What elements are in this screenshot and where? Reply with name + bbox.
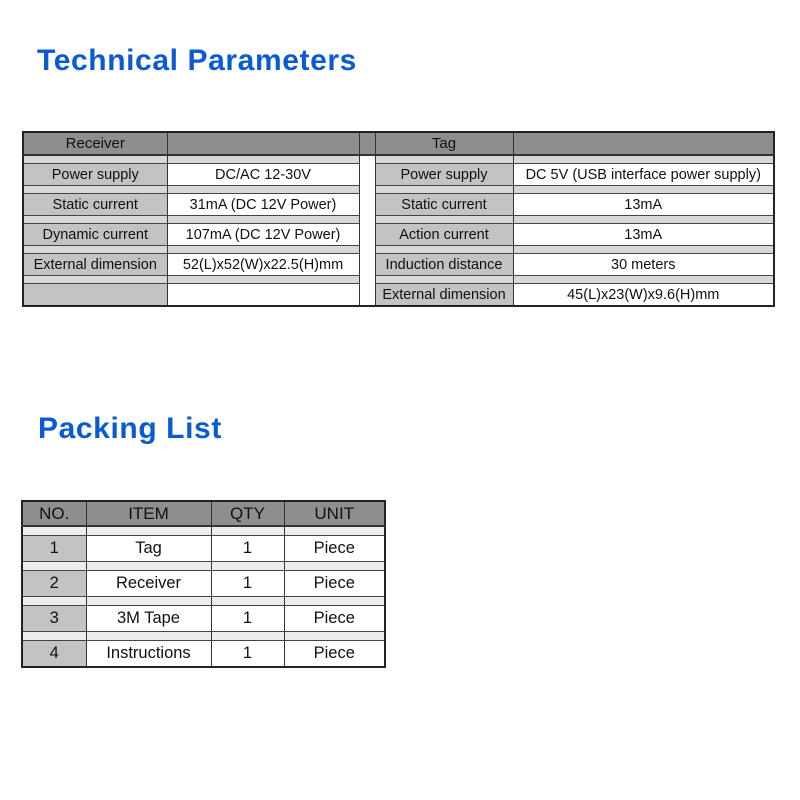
item-unit: Piece — [284, 641, 385, 668]
receiver-param-value: DC/AC 12-30V — [167, 164, 359, 186]
spacer-row — [22, 632, 385, 641]
receiver-param-value: 107mA (DC 12V Power) — [167, 224, 359, 246]
receiver-param-label: Dynamic current — [23, 224, 167, 246]
item-unit: Piece — [284, 571, 385, 597]
item-number: 3 — [22, 606, 86, 632]
receiver-param-label: Power supply — [23, 164, 167, 186]
header-no: NO. — [22, 501, 86, 526]
header-unit: UNIT — [284, 501, 385, 526]
table-row — [22, 641, 385, 668]
item-number: 4 — [22, 641, 86, 668]
table-row — [23, 164, 774, 186]
tag-param-label: Action current — [375, 224, 513, 246]
table-row — [23, 224, 774, 246]
receiver-param-label — [23, 284, 167, 307]
receiver-header-blank — [167, 132, 359, 155]
item-number: 1 — [22, 536, 86, 562]
tag-param-label: Power supply — [375, 164, 513, 186]
tag-param-label: Induction distance — [375, 254, 513, 276]
item-name: Receiver — [86, 571, 211, 597]
tag-param-label: Static current — [375, 194, 513, 216]
spacer-row — [23, 186, 774, 194]
tag-param-label: External dimension — [375, 284, 513, 307]
item-qty: 1 — [211, 536, 284, 562]
column-gap — [359, 164, 375, 186]
column-gap — [359, 284, 375, 307]
column-gap — [359, 224, 375, 246]
header-qty: QTY — [211, 501, 284, 526]
item-number: 2 — [22, 571, 86, 597]
technical-parameters-table — [22, 131, 775, 307]
table-row — [23, 254, 774, 276]
receiver-param-value: 31mA (DC 12V Power) — [167, 194, 359, 216]
item-name: Tag — [86, 536, 211, 562]
item-unit: Piece — [284, 536, 385, 562]
item-name: Instructions — [86, 641, 211, 668]
spacer-row — [23, 276, 774, 284]
technical-parameters-title: Technical Parameters — [37, 44, 357, 77]
receiver-header: Receiver — [23, 132, 167, 155]
tag-param-value: DC 5V (USB interface power supply) — [513, 164, 774, 186]
spacer-row — [22, 597, 385, 606]
receiver-param-value: 52(L)x52(W)x22.5(H)mm — [167, 254, 359, 276]
tag-param-value: 13mA — [513, 224, 774, 246]
column-gap — [359, 132, 375, 155]
tag-param-value: 13mA — [513, 194, 774, 216]
table-row — [22, 536, 385, 562]
item-name: 3M Tape — [86, 606, 211, 632]
packing-list-table — [21, 500, 386, 668]
table-row — [23, 194, 774, 216]
table-header-row — [22, 501, 385, 526]
receiver-param-label: External dimension — [23, 254, 167, 276]
spacer-row — [23, 216, 774, 224]
spacer-row — [22, 526, 385, 536]
column-gap — [359, 254, 375, 276]
item-qty: 1 — [211, 571, 284, 597]
item-qty: 1 — [211, 606, 284, 632]
column-gap — [359, 194, 375, 216]
receiver-param-label: Static current — [23, 194, 167, 216]
table-header-row — [23, 132, 774, 155]
receiver-param-value — [167, 284, 359, 307]
table-row — [22, 606, 385, 632]
tag-header-blank — [513, 132, 774, 155]
table-row — [22, 571, 385, 597]
item-unit: Piece — [284, 606, 385, 632]
tag-param-value: 45(L)x23(W)x9.6(H)mm — [513, 284, 774, 307]
table-row — [23, 284, 774, 307]
header-item: ITEM — [86, 501, 211, 526]
tag-param-value: 30 meters — [513, 254, 774, 276]
tag-header: Tag — [375, 132, 513, 155]
spacer-row — [22, 562, 385, 571]
packing-list-title: Packing List — [38, 412, 222, 445]
spacer-row — [23, 246, 774, 254]
spacer-row — [23, 155, 774, 164]
item-qty: 1 — [211, 641, 284, 668]
